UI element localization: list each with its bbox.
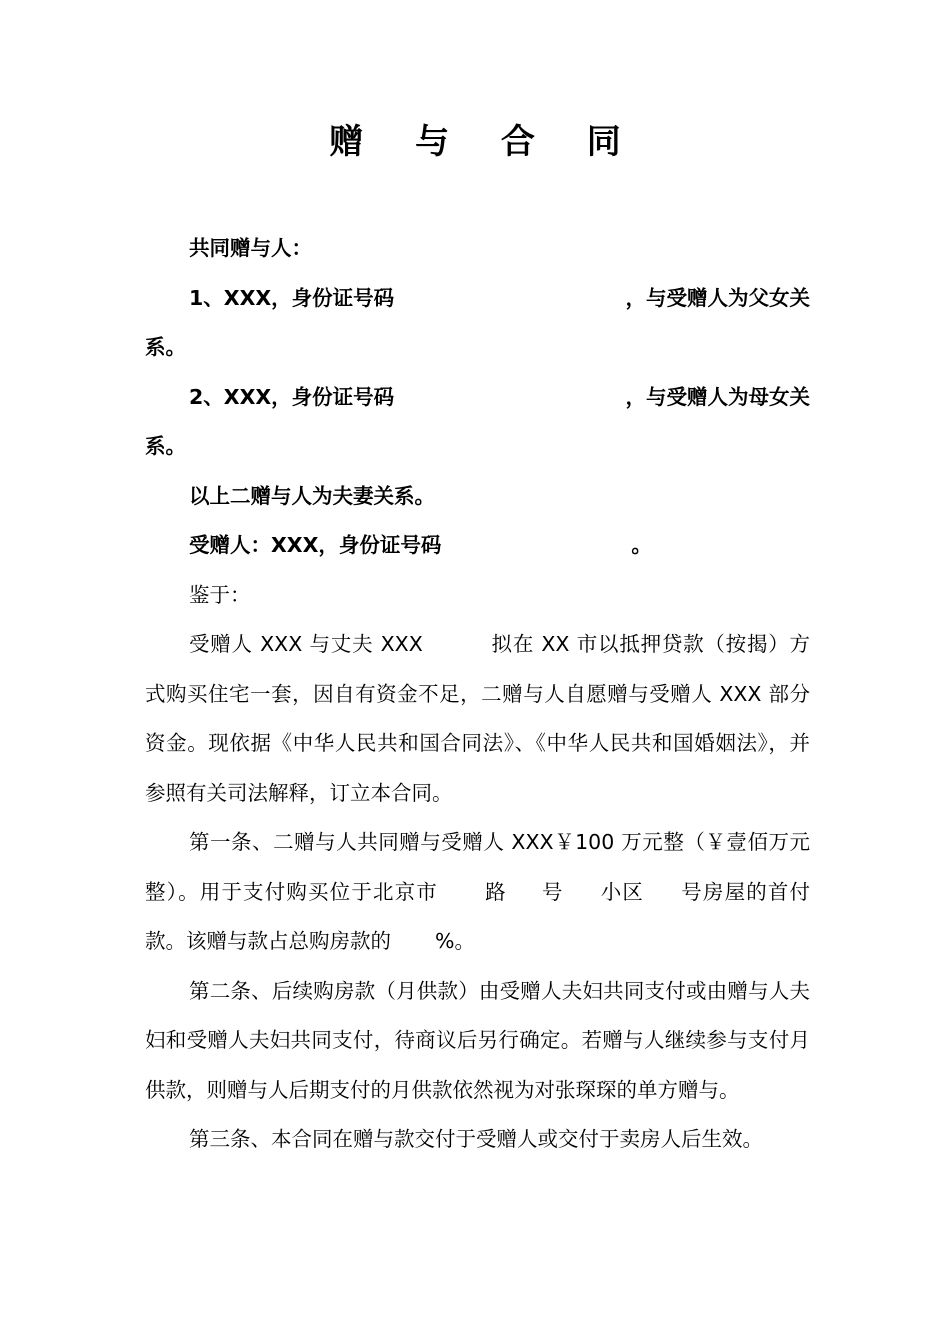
article1-road: 路 (483, 879, 507, 904)
article1-paragraph (145, 818, 810, 967)
article1-community: 小区 (599, 879, 645, 904)
article2-paragraph: 第二条、后续购房款（月供款）由受赠人夫妇共同支付或由赠与人夫妇和受赠人夫妇共同支付，待商议后另行确定。若赠与人继续参与支付月供款，则赠与人后期支付的月供款依然视为对张琛琛的单方赠与。 (145, 978, 810, 1102)
donee-line (145, 521, 810, 571)
donor1-continuation: 系。 (145, 335, 186, 359)
donor2-continuation: 系。 (145, 434, 186, 458)
donee-prefix: 受赠人：XXX，身份证号码 (189, 533, 442, 557)
article3-paragraph: 第三条、本合同在赠与款交付于受赠人或交付于卖房人后生效。 (189, 1127, 763, 1151)
article1-percent: %。 (435, 929, 475, 953)
article1-part1: 第一条、二赠与人共同赠与受赠人 XXX￥100 万元整（￥壹佰万元整）。用于支付购买位于北京市 (145, 830, 810, 904)
document-title: 赠 与 合 同 (329, 122, 641, 162)
donors-heading: 共同赠与人： (189, 236, 312, 260)
donor1-line (145, 274, 810, 324)
document-body (145, 224, 810, 1165)
donee-suffix: 。 (631, 533, 652, 557)
article1-part2: 号房屋的首付款。该赠与款占总购房款的 (145, 879, 811, 953)
donor2-suffix: ，与受赠人为母女关 (625, 384, 810, 409)
recital-part2: 拟在 XX 市以抵押贷款（按揭）方式购买住宅一套，因自有资金不足，二赠与人自愿赠与受赠人 XXX 部分资金。现依据《中华人民共和国合同法》、《中华人民共和国婚姻法》，并参照有关司法解释，订立本合同。 (145, 632, 811, 805)
donor2-prefix: 2、XXX，身份证号码 (189, 384, 395, 409)
donor1-prefix: 1、XXX，身份证号码 (189, 285, 395, 310)
donor2-line (145, 373, 810, 423)
donor1-suffix: ，与受赠人为父女关 (625, 285, 810, 310)
recital-part1: 受赠人 XXX 与丈夫 XXX (189, 632, 423, 656)
whereas-heading: 鉴于： (189, 582, 251, 607)
couple-note: 以上二赠与人为夫妻关系。 (189, 483, 435, 508)
article1-number: 号 (540, 879, 564, 904)
recital-paragraph (145, 620, 810, 818)
